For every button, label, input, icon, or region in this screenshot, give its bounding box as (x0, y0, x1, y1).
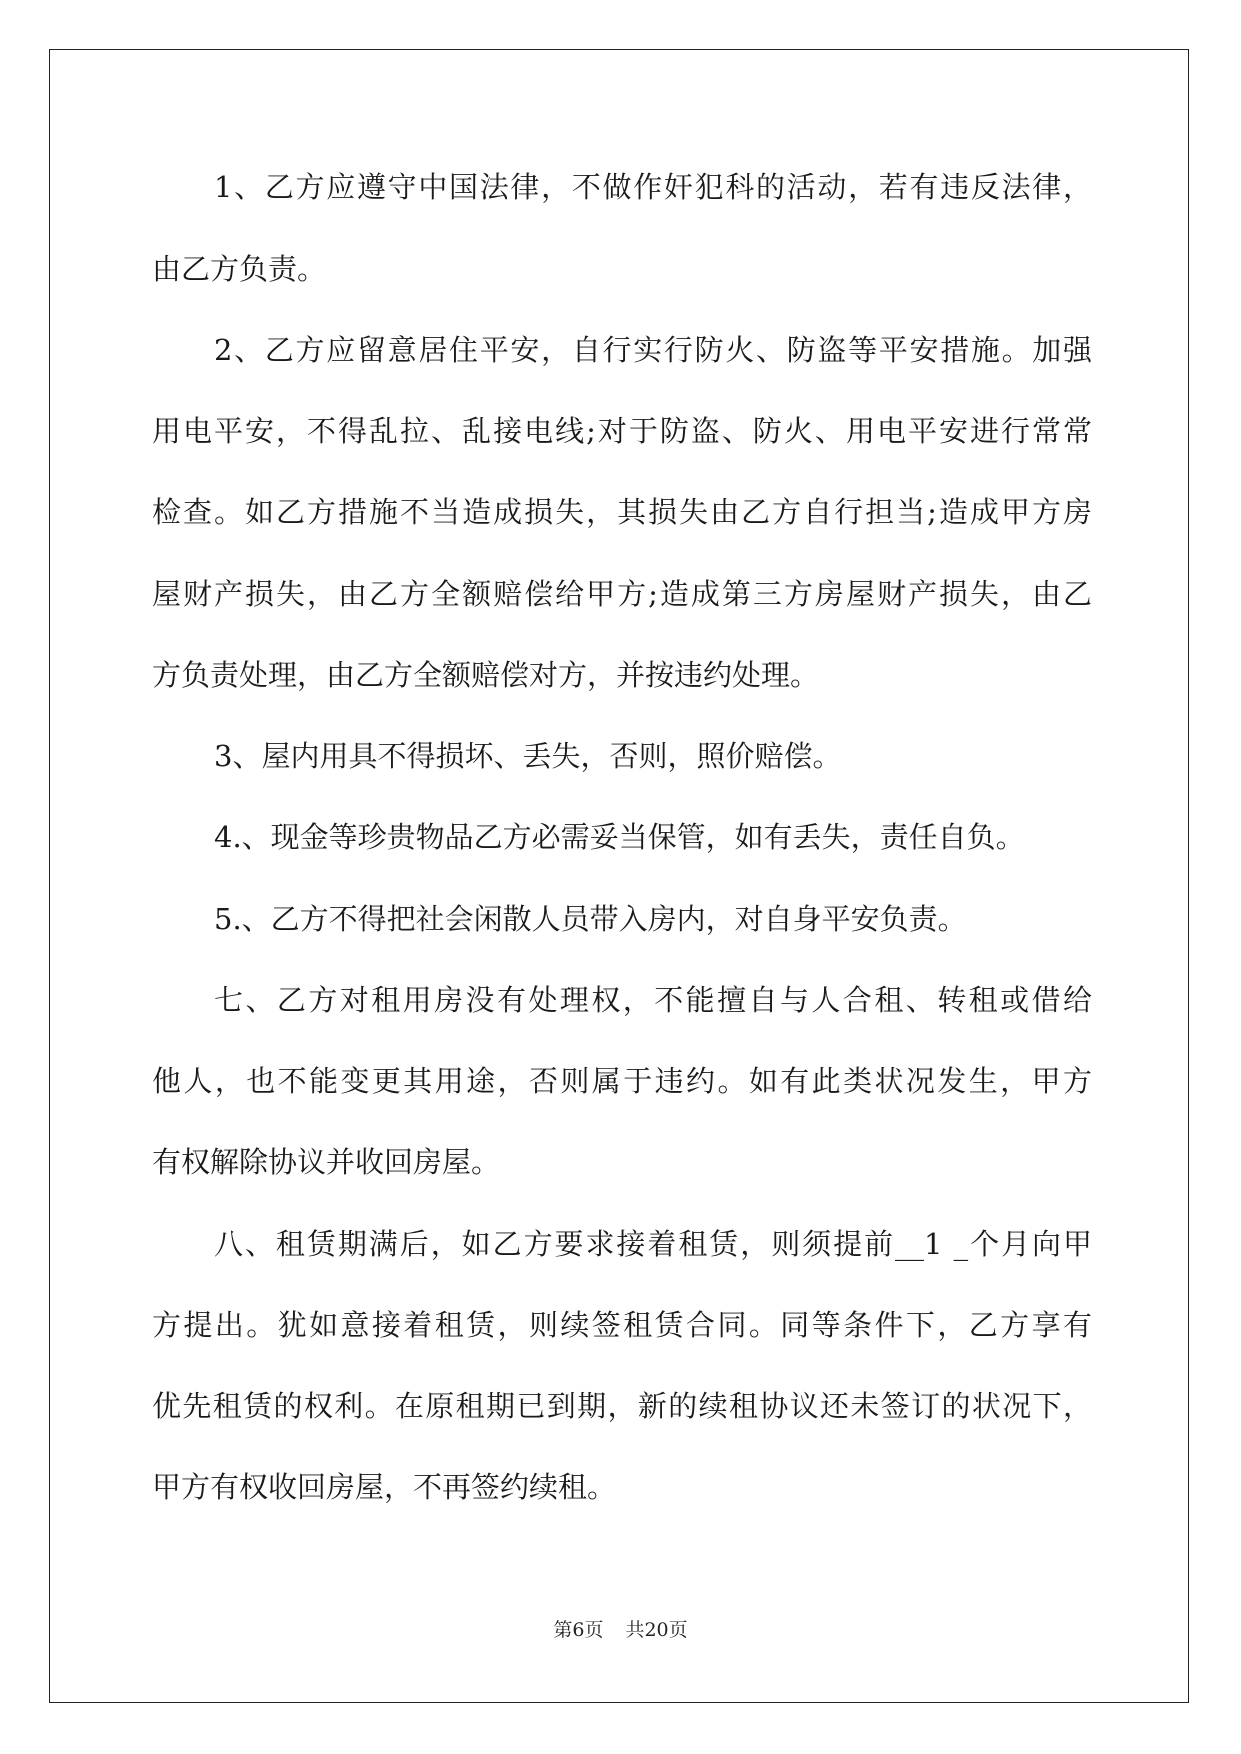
paragraph-7-line-4: 甲方有权收回房屋，不再签约续租。 (152, 1470, 617, 1504)
paragraph-2-line-2: 用电平安，不得乱拉、乱接电线;对于防盗、防火、用电平安进行常常 (152, 414, 1092, 448)
paragraph-5-line-1: 5.、乙方不得把社会闲散人员带入房内，对自身平安负责。 (214, 902, 967, 936)
paragraph-3-line-1: 3、屋内用具不得损坏、丢失，否则，照价赔偿。 (214, 739, 842, 773)
page-number: 第6页 (553, 1619, 604, 1641)
paragraph-7-line-3: 优先租赁的权利。在原租期已到期，新的续租协议还未签订的状况下， (152, 1389, 1092, 1423)
page-border (49, 49, 1189, 1703)
paragraph-2-line-3: 检查。如乙方措施不当造成损失，其损失由乙方自行担当;造成甲方房 (152, 495, 1092, 529)
paragraph-7-line-2: 方提出。犹如意接着租赁，则续签租赁合同。同等条件下，乙方享有 (152, 1308, 1092, 1342)
paragraph-2-line-4: 屋财产损失，由乙方全额赔偿给甲方;造成第三方房屋财产损失，由乙 (152, 577, 1092, 611)
paragraph-6-line-1: 七、乙方对租用房没有处理权，不能擅自与人合租、转租或借给 (214, 983, 1092, 1017)
page-footer (0, 1618, 1241, 1642)
paragraph-2-line-1: 2、乙方应留意居住平安，自行实行防火、防盗等平安措施。加强 (214, 333, 1092, 367)
paragraph-6-line-3: 有权解除协议并收回房屋。 (152, 1145, 501, 1179)
paragraph-6-line-2: 他人，也不能变更其用途，否则属于违约。如有此类状况发生，甲方 (152, 1064, 1092, 1098)
paragraph-7-line-1: 八、租赁期满后，如乙方要求接着租赁，则须提前__1 _个月向甲 (214, 1227, 1092, 1261)
paragraph-2-line-5: 方负责处理，由乙方全额赔偿对方，并按违约处理。 (152, 658, 820, 692)
paragraph-1-line-2: 由乙方负责。 (152, 252, 327, 286)
paragraph-4-line-1: 4.、现金等珍贵物品乙方必需妥当保管，如有丢失，责任自负。 (214, 820, 1025, 854)
paragraph-1-line-1: 1、乙方应遵守中国法律，不做作奸犯科的活动，若有违反法律， (214, 170, 1092, 204)
page-total: 共20页 (625, 1619, 688, 1641)
